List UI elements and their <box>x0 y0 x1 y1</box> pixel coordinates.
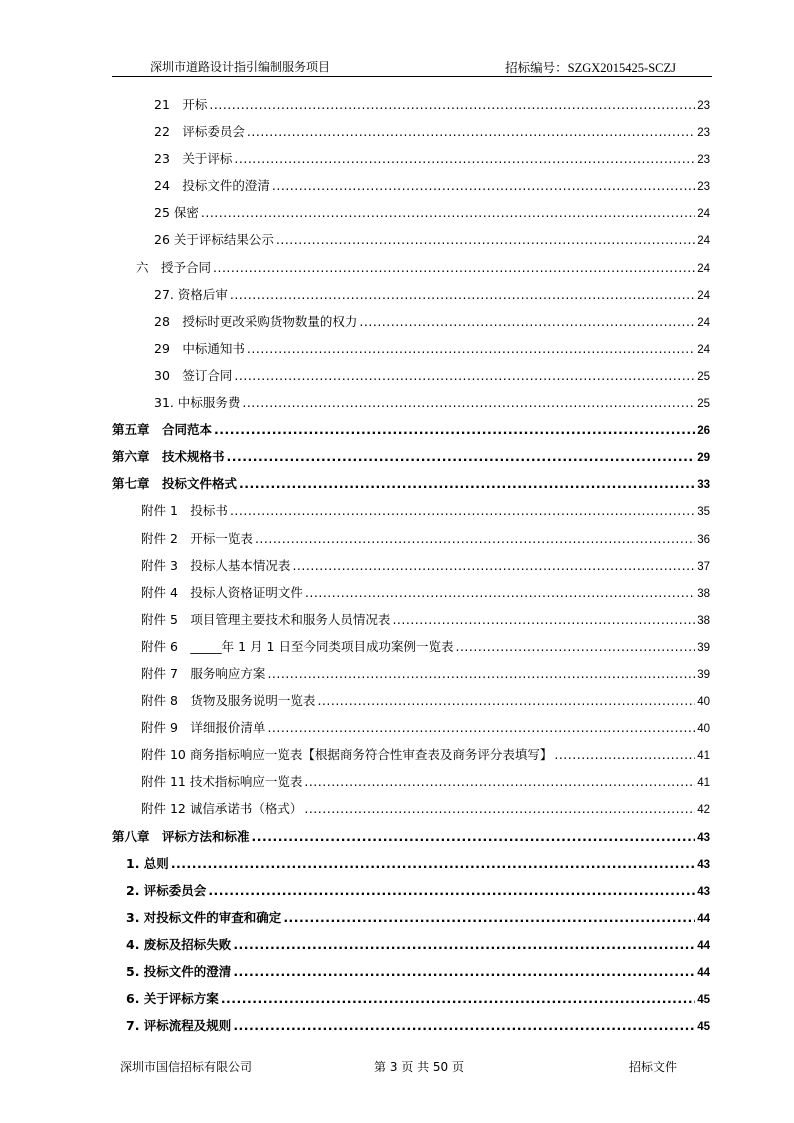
toc-entry[interactable] <box>112 497 710 524</box>
toc-entry-title: 5. 投标文件的澄清 <box>126 964 232 979</box>
toc-leader-dots <box>272 172 695 199</box>
table-of-contents <box>112 91 710 1039</box>
header-tender-number: 招标编号：SZGX2015425-SCZJ <box>505 61 676 75</box>
toc-entry[interactable] <box>112 633 710 660</box>
toc-entry[interactable] <box>112 118 710 145</box>
toc-leader-dots <box>304 795 695 822</box>
toc-leader-dots <box>208 877 695 904</box>
toc-leader-dots <box>247 118 695 145</box>
toc-entry-title: 附件 12 诚信承诺书（格式） <box>141 801 303 817</box>
toc-entry[interactable] <box>112 525 710 552</box>
toc-leader-dots <box>233 958 695 985</box>
toc-entry[interactable] <box>112 850 710 877</box>
toc-leader-dots <box>201 199 695 226</box>
toc-entry-page: 25 <box>697 398 710 411</box>
toc-entry-page: 33 <box>697 479 710 492</box>
toc-leader-dots <box>276 226 695 253</box>
toc-entry[interactable] <box>112 254 710 281</box>
toc-entry-title: 25 保密 <box>154 205 199 221</box>
toc-entry-page: 23 <box>697 127 710 140</box>
toc-entry-page: 43 <box>697 831 710 844</box>
toc-entry-title: 7. 评标流程及规则 <box>126 1018 232 1034</box>
toc-entry-page: 41 <box>697 777 710 790</box>
toc-entry[interactable] <box>112 877 710 904</box>
toc-entry[interactable] <box>112 552 710 579</box>
toc-entry[interactable] <box>112 145 710 172</box>
toc-entry-page: 24 <box>697 289 710 302</box>
toc-entry-page: 35 <box>697 506 710 519</box>
toc-entry-title: 附件 11 技术指标响应一览表 <box>141 774 303 790</box>
header-project-title: 深圳市道路设计指引编制服务项目 <box>150 60 331 74</box>
toc-entry-page: 44 <box>697 939 710 952</box>
toc-entry-page: 39 <box>697 641 710 654</box>
toc-entry-title: 附件 1 投标书 <box>141 503 228 519</box>
toc-entry-page: 45 <box>697 1021 710 1034</box>
toc-entry-title: 附件 5 项目管理主要技术和服务人员情况表 <box>141 611 391 627</box>
toc-entry[interactable] <box>112 904 710 931</box>
toc-leader-dots <box>247 335 695 362</box>
toc-entry[interactable] <box>112 768 710 795</box>
toc-leader-dots <box>230 281 695 308</box>
toc-entry[interactable] <box>112 741 710 768</box>
toc-entry[interactable] <box>112 931 710 958</box>
toc-entry[interactable] <box>112 389 710 416</box>
toc-entry-title: 附件 6 _____年 1 月 1 日至今同类项目成功案例一览表 <box>141 638 454 654</box>
toc-entry-page: 26 <box>697 425 710 438</box>
toc-entry-title: 第七章 投标文件格式 <box>112 476 238 492</box>
toc-entry[interactable] <box>112 199 710 226</box>
toc-entry-title: 1. 总则 <box>126 855 169 871</box>
toc-leader-dots <box>171 850 695 877</box>
toc-entry[interactable] <box>112 335 710 362</box>
toc-leader-dots <box>283 904 695 931</box>
toc-entry[interactable] <box>112 172 710 199</box>
toc-leader-dots <box>305 579 695 606</box>
toc-entry-title: 29 中标通知书 <box>154 340 245 356</box>
toc-leader-dots <box>221 985 695 1012</box>
toc-entry-title: 3. 对投标文件的审查和确定 <box>126 909 282 925</box>
toc-entry[interactable] <box>112 606 710 633</box>
toc-entry-title: 附件 2 开标一览表 <box>141 530 253 546</box>
toc-leader-dots <box>317 687 695 714</box>
toc-entry[interactable] <box>112 281 710 308</box>
toc-leader-dots <box>392 606 695 633</box>
footer-company: 深圳市国信招标有限公司 <box>120 1060 253 1074</box>
toc-entry-page: 36 <box>697 533 710 546</box>
toc-entry-title: 第五章 合同范本 <box>112 422 213 438</box>
toc-entry-title: 第八章 评标方法和标准 <box>112 828 250 844</box>
toc-entry[interactable] <box>112 660 710 687</box>
toc-leader-dots <box>242 389 695 416</box>
toc-entry-title: 21 开标 <box>154 97 208 112</box>
toc-leader-dots <box>234 145 695 172</box>
toc-entry-page: 24 <box>697 208 710 221</box>
toc-entry[interactable] <box>112 308 710 335</box>
footer-doc-type: 招标文件 <box>629 1060 678 1074</box>
toc-entry-page: 43 <box>697 858 710 871</box>
toc-entry-page: 38 <box>697 614 710 627</box>
toc-entry-title: 附件 10 商务指标响应一览表【根据商务符合性审查表及商务评分表填写】 <box>141 747 553 763</box>
toc-entry-page: 37 <box>697 560 710 573</box>
toc-leader-dots <box>239 470 695 497</box>
page-header <box>112 58 712 77</box>
toc-entry-page: 42 <box>697 804 710 817</box>
toc-leader-dots <box>455 633 695 660</box>
toc-entry-page: 44 <box>697 912 710 925</box>
toc-entry-title: 28 授标时更改采购货物数量的权力 <box>154 313 358 329</box>
toc-entry-title: 6. 关于评标方案 <box>126 991 219 1007</box>
toc-entry-title: 4. 废标及招标失败 <box>126 936 232 952</box>
toc-entry-page: 38 <box>697 587 710 600</box>
toc-leader-dots <box>230 497 695 524</box>
toc-leader-dots <box>214 416 695 443</box>
toc-entry[interactable] <box>112 443 710 470</box>
toc-entry-page: 44 <box>697 967 710 979</box>
toc-entry-page: 23 <box>697 100 710 112</box>
toc-leader-dots <box>304 768 695 795</box>
toc-entry[interactable] <box>112 985 710 1012</box>
toc-entry-page: 25 <box>697 370 710 383</box>
toc-entry[interactable] <box>112 687 710 714</box>
toc-entry[interactable] <box>112 91 710 118</box>
toc-entry-title: 附件 3 投标人基本情况表 <box>141 557 291 573</box>
toc-entry-page: 45 <box>697 994 710 1007</box>
toc-entry-title: 26 关于评标结果公示 <box>154 232 274 248</box>
toc-leader-dots <box>213 254 695 281</box>
toc-leader-dots <box>267 660 695 687</box>
toc-entry[interactable] <box>112 416 710 443</box>
toc-entry-title: 31. 中标服务费 <box>154 395 241 411</box>
toc-entry-page: 23 <box>697 181 710 194</box>
toc-entry-title: 六 授予合同 <box>136 259 212 275</box>
toc-entry[interactable] <box>112 714 710 741</box>
toc-entry[interactable] <box>112 226 710 253</box>
toc-entry-title: 30 签订合同 <box>154 367 233 383</box>
toc-entry-title: 24 投标文件的澄清 <box>154 178 270 194</box>
toc-entry-title: 27. 资格后审 <box>154 286 228 302</box>
toc-entry-page: 39 <box>697 668 710 681</box>
toc-entry-page: 43 <box>697 885 710 898</box>
toc-entry-title: 附件 7 服务响应方案 <box>141 665 266 681</box>
toc-entry-title: 附件 4 投标人资格证明文件 <box>141 584 303 600</box>
footer-page-info: 第 3 页 共 50 页 <box>374 1060 464 1074</box>
toc-leader-dots <box>233 1012 695 1039</box>
toc-leader-dots <box>209 91 695 118</box>
toc-entry[interactable] <box>112 795 710 822</box>
toc-entry-title: 22 评标委员会 <box>154 124 245 140</box>
toc-leader-dots <box>292 552 695 579</box>
toc-entry-page: 24 <box>697 316 710 329</box>
toc-entry[interactable] <box>112 958 710 985</box>
toc-entry-title: 2. 评标委员会 <box>126 882 207 898</box>
toc-leader-dots <box>233 931 695 958</box>
toc-entry-page: 41 <box>697 750 710 763</box>
toc-entry[interactable] <box>112 823 710 850</box>
toc-entry-page: 24 <box>697 262 710 275</box>
toc-entry-title: 附件 8 货物及服务说明一览表 <box>141 693 316 709</box>
toc-leader-dots <box>252 823 696 850</box>
toc-entry[interactable] <box>112 1012 710 1039</box>
toc-entry-page: 23 <box>697 154 710 167</box>
toc-leader-dots <box>255 525 695 552</box>
toc-entry-page: 24 <box>697 235 710 248</box>
toc-entry-title: 附件 9 详细报价清单 <box>141 720 266 736</box>
toc-entry[interactable] <box>112 470 710 497</box>
toc-entry-page: 29 <box>697 452 710 465</box>
toc-entry-page: 40 <box>697 696 710 709</box>
toc-entry-title: 23 关于评标 <box>154 151 233 167</box>
toc-leader-dots <box>227 443 696 470</box>
toc-entry-page: 24 <box>697 343 710 356</box>
toc-entry[interactable] <box>112 579 710 606</box>
toc-entry-title: 第六章 技术规格书 <box>112 449 225 465</box>
toc-leader-dots <box>554 741 695 768</box>
toc-entry[interactable] <box>112 362 710 389</box>
toc-leader-dots <box>234 362 695 389</box>
toc-entry-page: 40 <box>697 723 710 736</box>
toc-leader-dots <box>267 714 695 741</box>
toc-leader-dots <box>359 308 695 335</box>
